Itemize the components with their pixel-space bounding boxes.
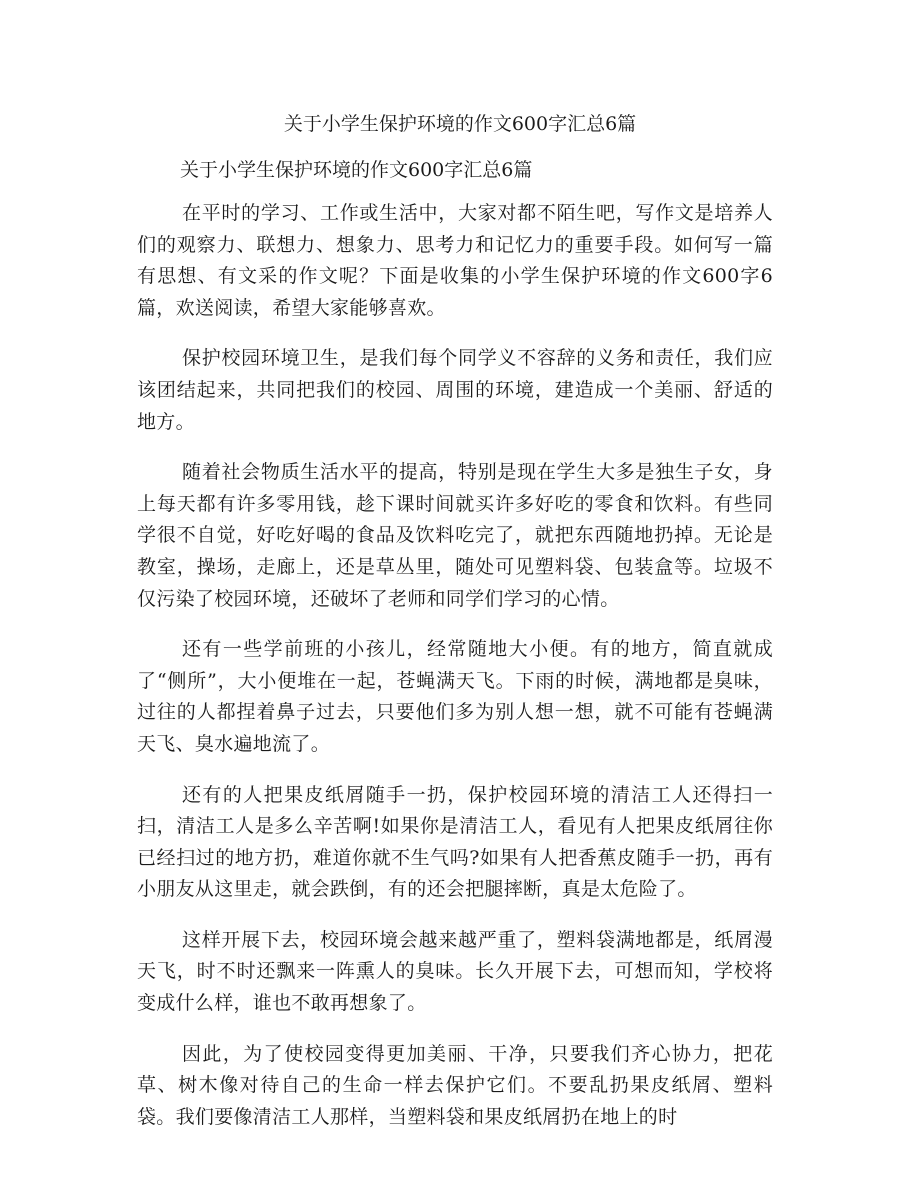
paragraph-conclusion: 因此，为了使校园变得更加美丽、干净，只要我们齐心协力，把花草、树木像对待自己的生命一样去保护它们。不要乱扔果皮纸屑、塑料袋。我们要像清洁工人那样，当塑料袋和果皮纸屑扔在地上的时: [137, 1042, 773, 1128]
document-body: [137, 198, 773, 1152]
paragraph-consequence: 这样开展下去，校园环境会越来越严重了，塑料袋满地都是，纸屑漫天飞，时不时还飘来一阵熏人的臭味。长久开展下去，可想而知，学校将变成什么样，谁也不敢再想象了。: [137, 928, 773, 1015]
paragraph-responsibility: 保护校园环境卫生，是我们每个同学义不容辞的义务和责任，我们应该团结起来，共同把我们的校园、周围的环境，建造成一个美丽、舒适的地方。: [137, 347, 773, 433]
paragraph-toilet: 还有一些学前班的小孩儿，经常随地大小便。有的地方，简直就成了“侧所”，大小便堆在一起，苍蝇满天飞。下雨的时候，满地都是臭味，过往的人都捏着鼻子过去，只要他们多为别人想一想，就不可能有苍蝇满天飞、臭水遍地流了。: [137, 638, 773, 755]
paragraph-intro: 在平时的学习、工作或生活中，大家对都不陌生吧，写作文是培养人们的观察力、联想力、想象力、思考力和记忆力的重要手段。如何写一篇有思想、有文采的作文呢？下面是收集的小学生保护环境的作文600字6篇，欢送阅读，希望大家能够喜欢。: [137, 202, 773, 319]
document-title: 关于小学生保护环境的作文600字汇总6篇: [283, 113, 637, 135]
paragraph-litter: 随着社会物质生活水平的提高，特别是现在学生大多是独生子女，身上每天都有许多零用钱，趁下课时间就买许多好吃的零食和饮料。有些同学很不自觉，好吃好喝的食品及饮料吃完了，就把东西随地扔掉。无论是教室，操场，走廊上，还是草丛里，随处可见塑料袋、包装盒等。垃圾不仅污染了校园环境，还破坏了老师和同学们学习的心情。: [137, 461, 773, 610]
paragraph-cleaners: 还有的人把果皮纸屑随手一扔，保护校园环境的清洁工人还得扫一扫，清洁工人是多么辛苦啊!如果你是清洁工人，看见有人把果皮纸屑往你已经扫过的地方扔，难道你就不生气吗?如果有人把香蕉皮随手一扔，再有小朋友从这里走，就会跌倒，有的还会把腿摔断，真是太危险了。: [137, 783, 773, 901]
document-subtitle: 关于小学生保护环境的作文600字汇总6篇: [180, 159, 533, 181]
